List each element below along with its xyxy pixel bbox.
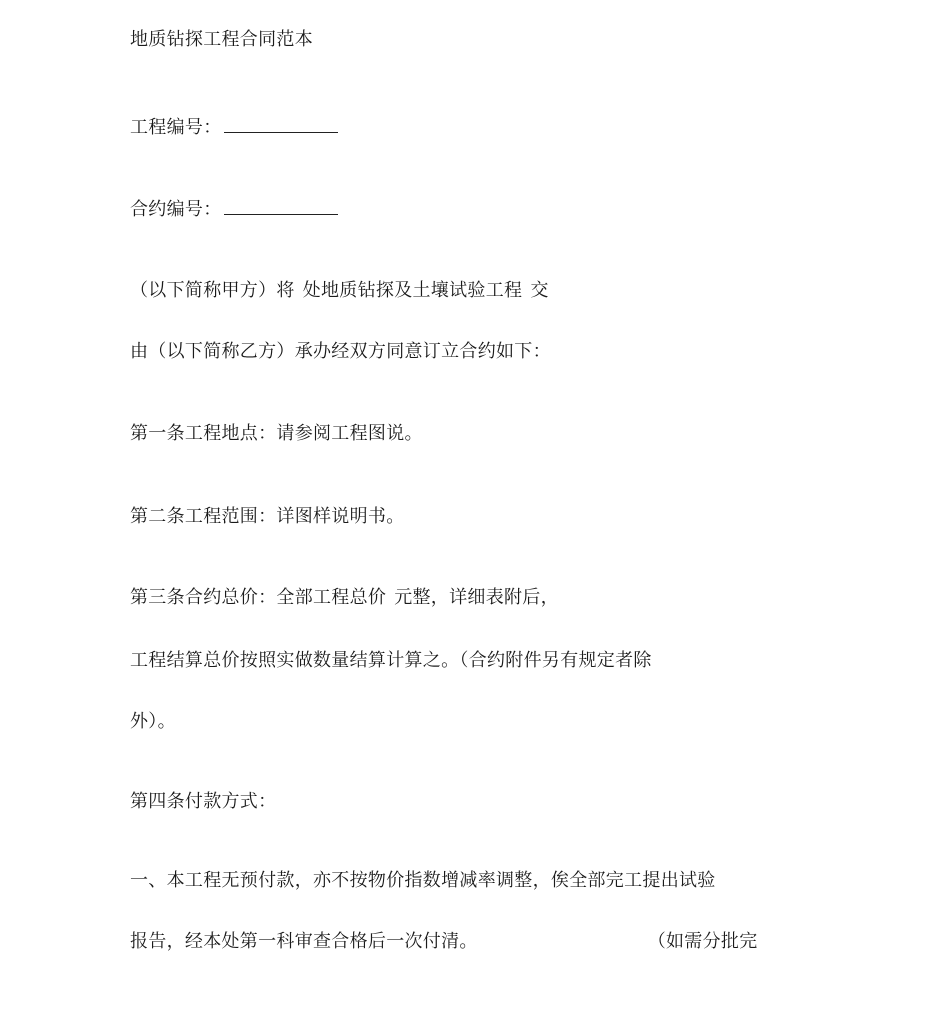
intro-party-a: （以下简称甲方）将 <box>130 280 295 301</box>
intro-project-desc: 处地质钻探及土壤试验工程 <box>302 280 523 301</box>
article-3-price-suffix: 元整，详细表附后， <box>394 587 559 608</box>
contract-number-label: 合约编号： <box>130 199 222 220</box>
intro-line-1 <box>130 279 549 303</box>
article-4: 第四条付款方式： <box>130 791 277 812</box>
payment-line-2-note: （如需分批完 <box>647 931 758 952</box>
article-2: 第二条工程范围：详图样说明书。 <box>130 506 405 527</box>
article-1: 第一条工程地点：请参阅工程图说。 <box>130 423 423 444</box>
article-3-line-2: 工程结算总价按照实做数量结算计算之。（合约附件另有规定者除 <box>130 650 652 671</box>
article-3-line-3: 外）。 <box>130 711 176 732</box>
project-number-line <box>130 116 338 140</box>
project-number-blank <box>224 116 338 133</box>
payment-line-2 <box>130 930 758 954</box>
contract-number-line <box>130 198 338 222</box>
intro-line-2: 由（以下简称乙方）承办经双方同意订立合约如下： <box>130 341 551 362</box>
contract-number-blank <box>224 198 338 215</box>
article-3-price-label: 第三条合约总价：全部工程总价 <box>130 587 387 608</box>
project-number-label: 工程编号： <box>130 117 222 138</box>
document-title: 地质钻探工程合同范本 <box>130 29 313 50</box>
intro-handover: 交 <box>530 280 549 301</box>
payment-line-1: 一、本工程无预付款，亦不按物价指数增减率调整，俟全部完工提出试验 <box>130 870 716 891</box>
article-3-line-1 <box>130 586 559 610</box>
payment-line-2-main: 报告，经本处第一科审查合格后一次付清。 <box>130 931 478 952</box>
